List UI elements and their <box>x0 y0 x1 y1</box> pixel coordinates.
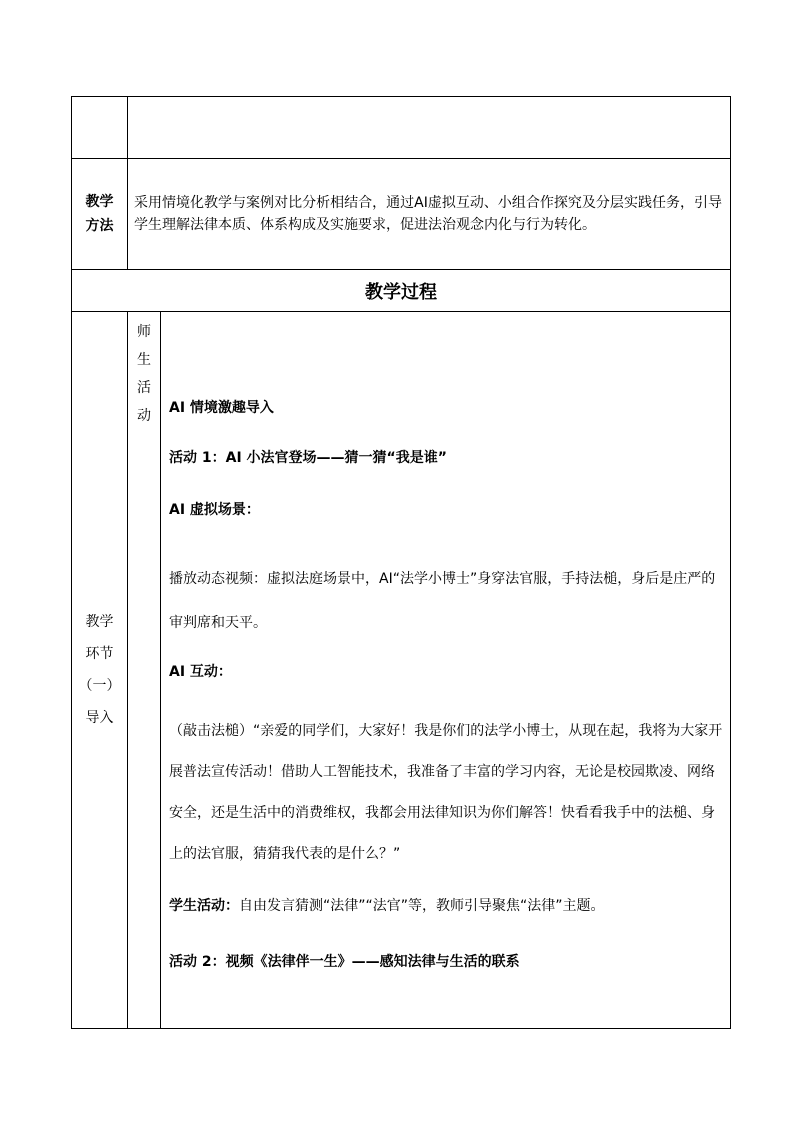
activity-2-heading: 活动 2：视频《法律伴一生》——感知法律与生活的联系 <box>169 954 520 970</box>
blank-row-content <box>128 97 731 159</box>
section-heading-ai-intro: AI 情境激趣导入 <box>169 400 274 416</box>
teaching-method-row <box>72 159 731 270</box>
ai-scene-heading: AI 虚拟场景： <box>169 502 260 518</box>
process-content <box>161 312 731 1029</box>
role-label-char: 生 <box>137 352 151 368</box>
teaching-method-label-text: 教学方法 <box>85 194 114 234</box>
student-activity-text: 自由发言猜测“法律”“法官”等，教师引导聚焦“法律”主题。 <box>239 898 605 914</box>
role-label <box>128 312 161 1029</box>
role-label-char: 动 <box>137 408 151 424</box>
stage-label <box>72 312 128 1029</box>
stage-label-line: 导入 <box>85 710 114 726</box>
student-activity-label: 学生活动： <box>169 898 239 914</box>
teaching-method-text: 采用情境化教学与案例对比分析相结合，通过AI虚拟互动、小组合作探究及分层实践任务，引导学生理解法律本质、体系构成及实施要求，促进法治观念内化与行为转化。 <box>128 159 731 270</box>
lesson-plan-table <box>71 96 731 1029</box>
blank-row <box>72 97 731 159</box>
student-activity <box>169 895 724 915</box>
ai-scene-text: 播放动态视频：虚拟法庭场景中，AI“法学小博士”身穿法官服，手持法槌，身后是庄严的审判席和天平。 <box>169 571 716 631</box>
stage-label-line: 教学 <box>85 614 114 630</box>
stage-label-line: 环节 <box>85 646 114 662</box>
process-title-row <box>72 270 731 312</box>
stage-label-line: （一） <box>78 678 121 694</box>
role-label-char: 师 <box>137 324 151 340</box>
teaching-method-label <box>72 159 128 270</box>
activity-1-heading: 活动 1：AI 小法官登场——猜一猜“我是谁” <box>169 450 447 466</box>
ai-speech-text: （敲击法槌）“亲爱的同学们，大家好！我是你们的法学小博士，从现在起，我将为大家开展普法宣传活动！借助人工智能技术，我准备了丰富的学习内容，无论是校园欺凌、网络安全，还是生活中的消费维权，我都会用法律知识为你们解答！快看看我手中的法槌、身上的法官服，猜猜我代表的是什么？” <box>169 723 723 862</box>
process-row <box>72 312 731 1029</box>
process-title: 教学过程 <box>72 270 731 312</box>
ai-interaction-heading: AI 互动： <box>169 664 232 680</box>
role-label-char: 活 <box>137 380 151 396</box>
blank-row-label <box>72 97 128 159</box>
